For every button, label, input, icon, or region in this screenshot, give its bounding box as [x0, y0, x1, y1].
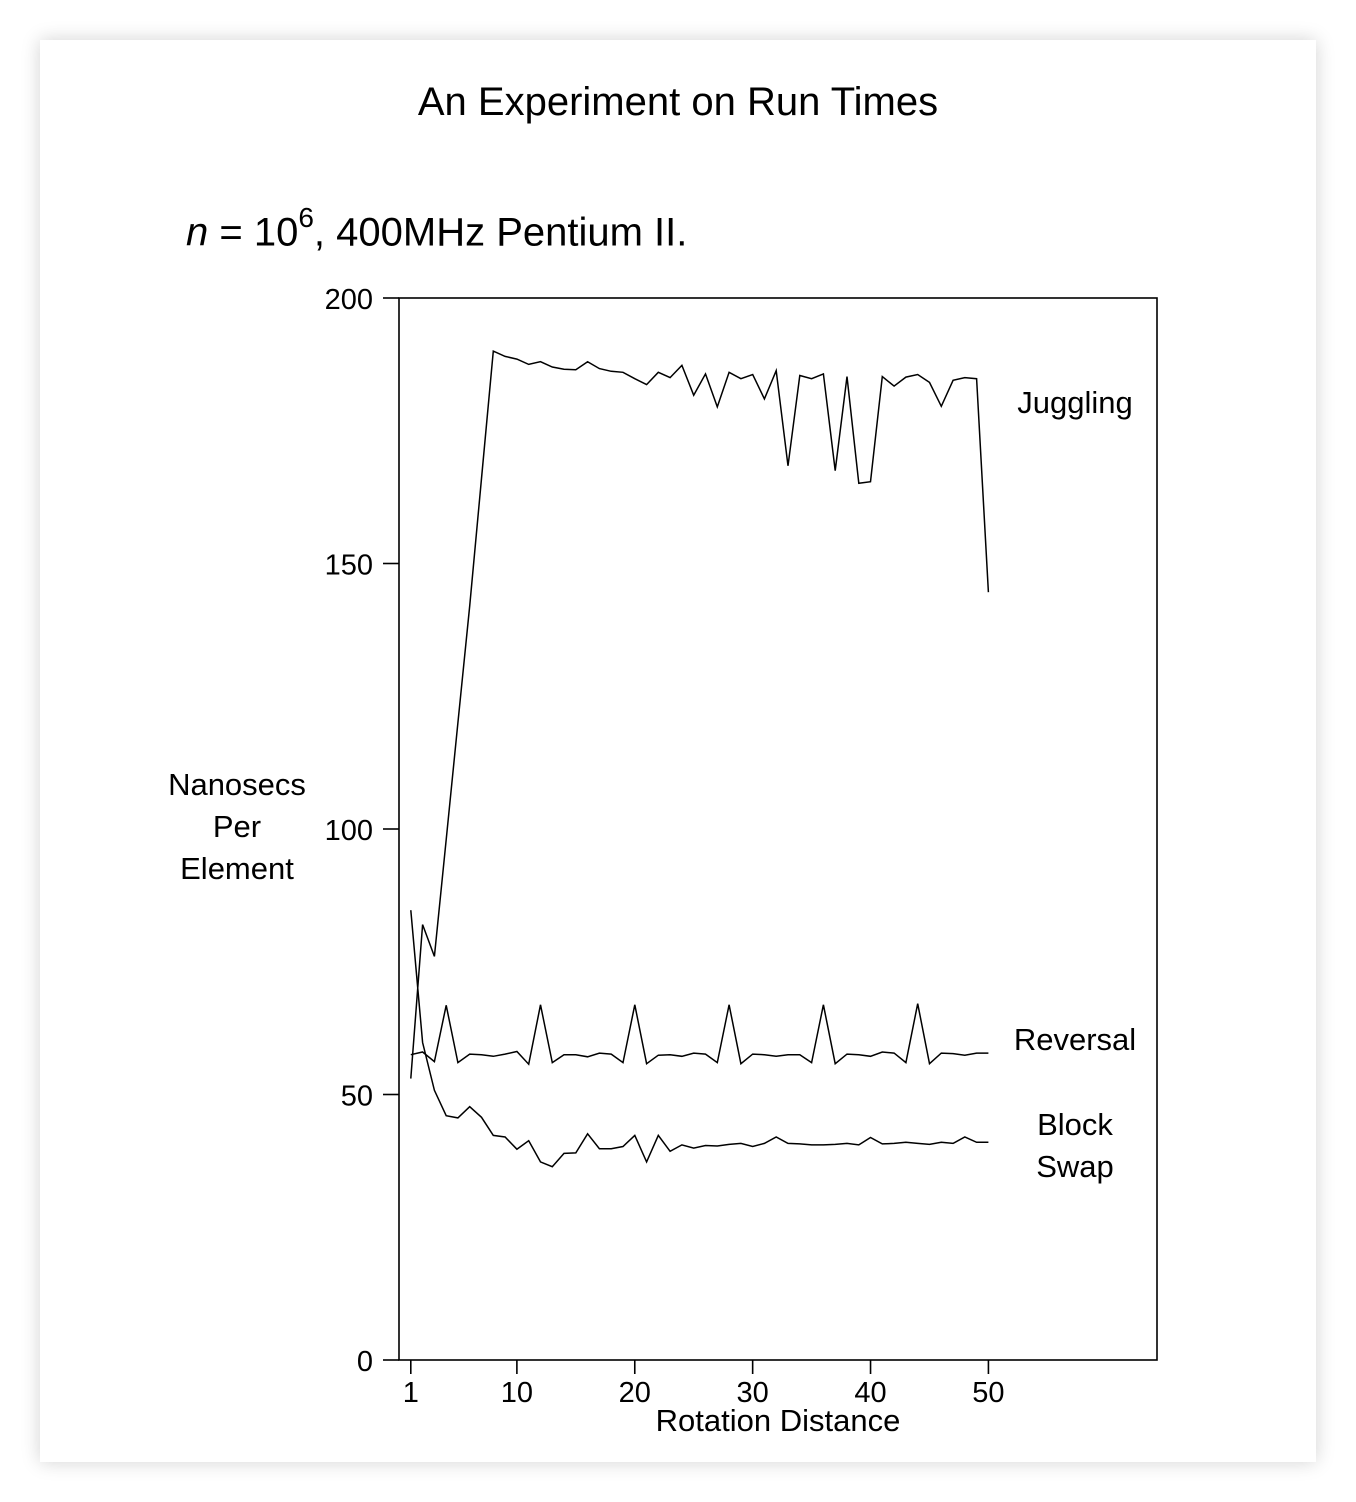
- x-tick-label: 50: [972, 1377, 1005, 1409]
- y-axis-label-line: Per: [212, 809, 262, 844]
- y-tick-label: 150: [324, 549, 373, 582]
- x-tick-label: 20: [618, 1377, 651, 1409]
- chart-title: An Experiment on Run Times: [417, 80, 939, 124]
- subtitle-exponent: 6: [298, 202, 314, 233]
- subtitle-rest: , 400MHz Pentium II.: [313, 210, 688, 255]
- subtitle-variable: n: [186, 210, 209, 255]
- series-line-reversal: [411, 1004, 989, 1064]
- series-label-reversal: Reversal: [1013, 1022, 1137, 1057]
- y-axis-label-line: Element: [180, 851, 294, 886]
- series-label-block-swap: Block: [1037, 1107, 1113, 1142]
- y-tick-label: 50: [340, 1080, 373, 1113]
- plot-frame: [399, 298, 1157, 1360]
- series-labels: [1014, 385, 1136, 1184]
- x-tick-label: 40: [854, 1377, 887, 1409]
- y-tick-label: 200: [324, 284, 373, 316]
- x-tick-label: 1: [402, 1377, 419, 1409]
- y-tick-label: 100: [324, 815, 373, 847]
- series-label-block-swap: Swap: [1036, 1149, 1114, 1184]
- x-tick-label: 10: [500, 1377, 534, 1409]
- y-axis-ticks: [325, 284, 399, 1378]
- subtitle-equals: = 10: [208, 210, 299, 255]
- x-axis-label: Rotation Distance: [655, 1403, 901, 1438]
- series-line-block-swap: [411, 910, 989, 1166]
- series-lines: [411, 351, 989, 1167]
- series-line-juggling: [411, 351, 989, 1079]
- y-axis-label-line: Nanosecs: [168, 767, 306, 802]
- x-tick-label: 30: [736, 1377, 769, 1409]
- series-label-juggling: Juggling: [1017, 385, 1133, 420]
- y-tick-label: 0: [356, 1346, 373, 1378]
- x-axis-ticks: [403, 1360, 1005, 1409]
